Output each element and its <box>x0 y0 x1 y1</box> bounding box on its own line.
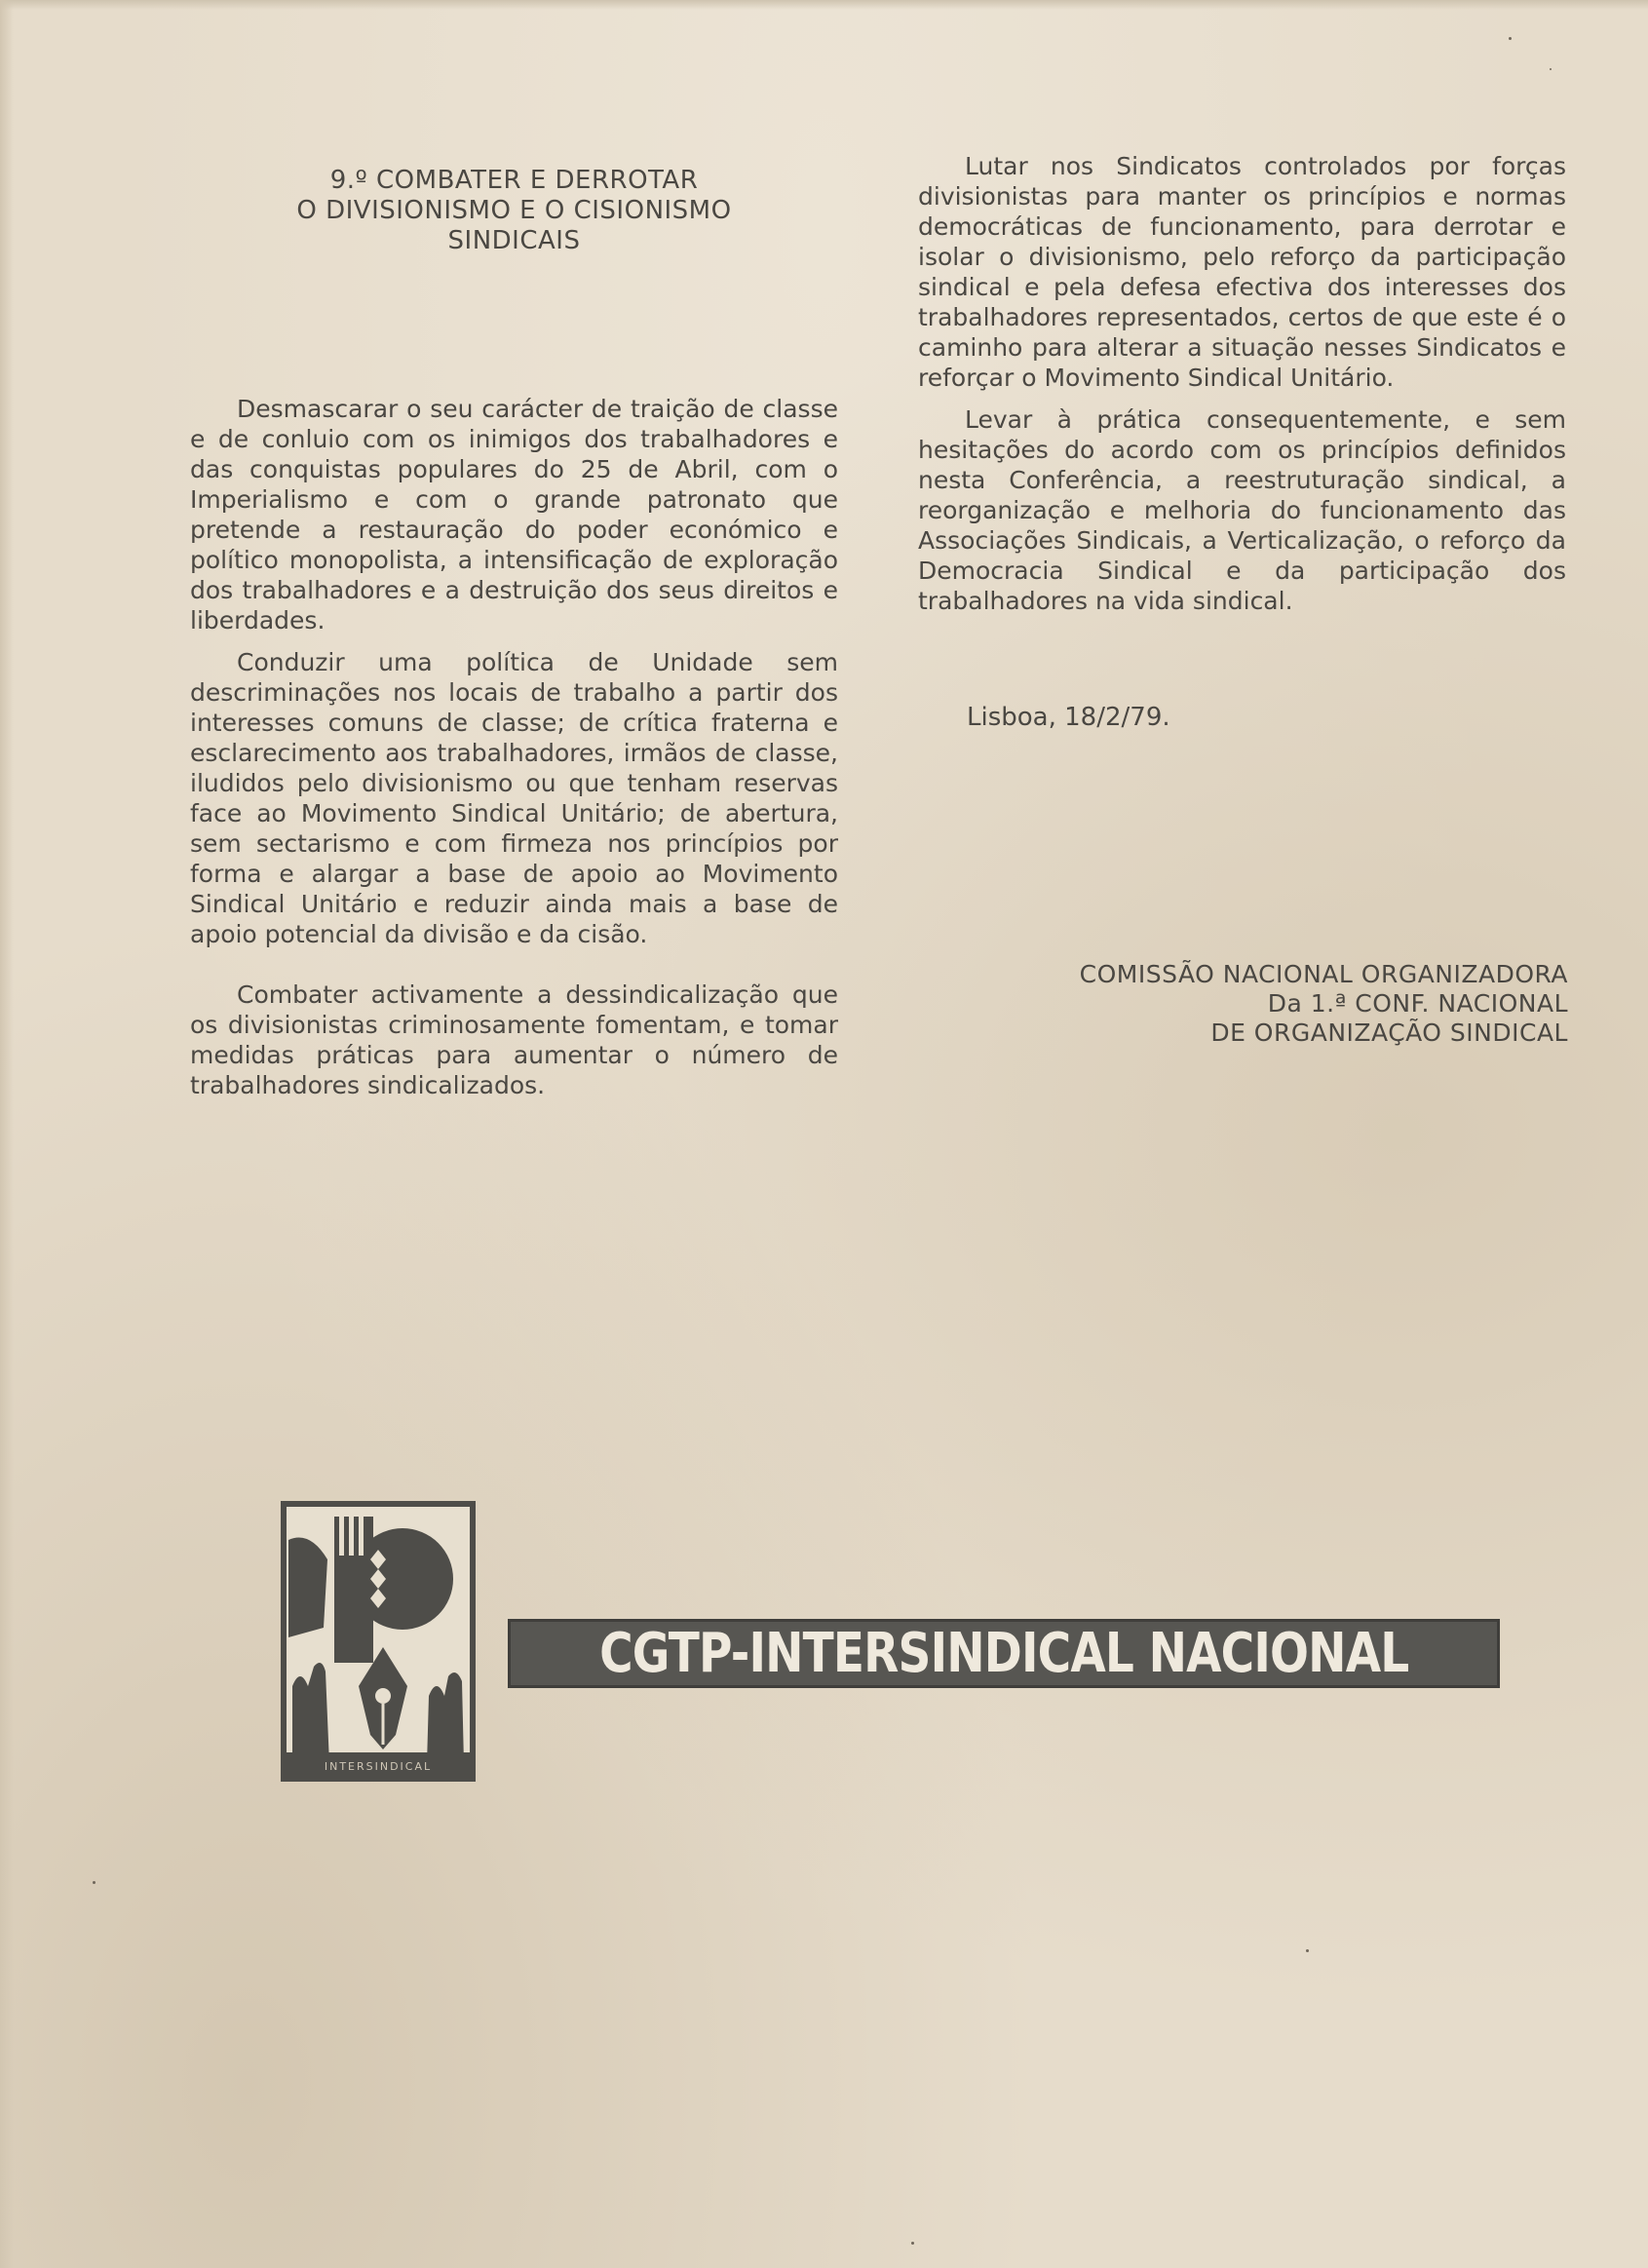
paragraph-lutar: Lutar nos Sindicatos controlados por forças divisionistas para manter os princípios e normas democráticas de funcionamento, para derrotar e isolar o divisionismo, pelo reforço da participação sindical e pela defesa efectiva dos interesses dos trabalhadores representados, certos de que este é o caminho para alterar a situação nesses Sindicatos e reforçar o Movimento Sindical Unitário. <box>918 152 1566 392</box>
heading-line-1: 9.º COMBATER E DERROTAR <box>329 166 699 195</box>
page-left-edge <box>0 0 14 2268</box>
right-column <box>918 151 1566 616</box>
cgtp-emblem-logo <box>281 1501 476 1782</box>
paragraph-combater: Combater activamente a dessindicalização que os divisionistas criminosamente fomentam, e tomar medidas práticas para aumentar o número de trabalhadores sindicalizados. <box>190 980 838 1099</box>
scan-speck <box>93 1881 96 1884</box>
paragraph-conduzir: Conduzir uma política de Unidade sem descriminações nos locais de trabalho a partir dos interesses comuns de classe; de crítica fraterna e esclarecimento aos trabalhadores, irmãos de classe, iludidos pelo divisionismo ou que tenham reservas face ao Movimento Sindical Unitário; de abertura, sem sectarismo e com firmeza nos princípios por forma e alargar a base de apoio ao Movimento Sindical Unitário e reduzir ainda mais a base de apoio potencial da divisão e da cisão. <box>190 648 838 948</box>
heading-line-3: SINDICAIS <box>447 226 581 255</box>
paragraph-desmascarar: Desmascarar o seu carácter de traição de classe e de conluio com os inimigos dos trabalhadores e das conquistas populares do 25 de Abril, com o Imperialismo e com o grande patronato que pretende a restauração do poder económico e político monopolista, a intensificação de exploração dos trabalhadores e a destruição dos seus direitos e liberdades. <box>190 395 838 634</box>
banner-text: CGTP-INTERSINDICAL NACIONAL <box>598 1622 1409 1685</box>
heading-line-2: O DIVISIONISMO E O CISIONISMO <box>296 196 732 225</box>
section-heading <box>190 166 838 256</box>
place-and-date: Lisboa, 18/2/79. <box>967 703 1170 732</box>
signature-line-3: DE ORGANIZAÇÃO SINDICAL <box>1210 1019 1568 1047</box>
cgtp-banner <box>508 1619 1500 1688</box>
page-top-edge <box>0 0 1648 10</box>
signature-block <box>1080 960 1568 1048</box>
scan-speck <box>1306 1949 1309 1952</box>
left-column <box>190 166 838 1100</box>
scan-speck <box>911 2242 914 2245</box>
signature-line-1: COMISSÃO NACIONAL ORGANIZADORA <box>1079 960 1568 988</box>
emblem-caption-text: INTERSINDICAL <box>324 1760 433 1773</box>
scan-speck <box>1550 68 1552 70</box>
paragraph-levar: Levar à prática consequentemente, e sem hesitações do acordo com os princípios definidos nesta Conferência, a reestruturação sindical, a reorganização e melhoria do funcionamento das Associações Sindicais, a Verticalização, o reforço da Democracia Sindical e da participação dos trabalhadores na vida sindical. <box>918 405 1566 615</box>
wheat-ear-shape <box>370 1550 386 1608</box>
emblem-left-figure <box>288 1538 327 1638</box>
workers-left-silhouette <box>292 1663 329 1764</box>
scan-speck <box>1509 37 1512 40</box>
signature-line-2: Da 1.ª CONF. NACIONAL <box>1267 989 1568 1018</box>
